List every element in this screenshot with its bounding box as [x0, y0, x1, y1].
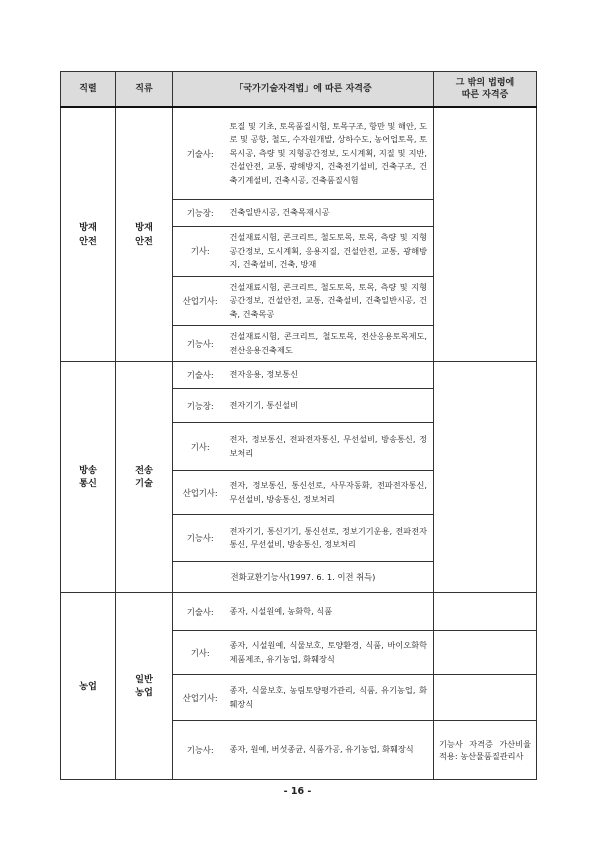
class-cell — [116, 107, 173, 362]
license-list: 전자기기, 통신설비 — [228, 389, 434, 423]
header-other-license — [434, 72, 537, 108]
table-row — [61, 362, 537, 389]
other-license-cell — [434, 675, 537, 721]
header-series: 직렬 — [61, 72, 116, 108]
header-other-line2: 따른 자격증 — [461, 90, 509, 100]
other-license-cell — [434, 107, 537, 362]
grade-cell: 기술사: — [173, 593, 228, 631]
license-list: 종자, 식물보호, 농림토양평가관리, 식품, 유기농업, 화훼장식 — [228, 675, 434, 721]
grade-cell: 기술사: — [173, 362, 228, 389]
grade-cell: 기술사: — [173, 107, 228, 200]
page-number: - 16 - — [283, 786, 312, 797]
license-list: 종자, 원예, 버섯종균, 식품가공, 유기농업, 화훼장식 — [228, 721, 434, 780]
class-label: 방재 — [135, 222, 153, 234]
class-label: 농업 — [135, 687, 153, 699]
series-label: 안전 — [79, 235, 97, 247]
class-label: 전송 — [135, 464, 153, 476]
license-list: 건설재료시험, 콘크리트, 철도토목, 전산응용토목제도, 전산응용건축제도 — [228, 326, 434, 362]
header-other-line1: 그 밖의 법령에 — [455, 77, 515, 88]
grade-cell: 기사: — [173, 631, 228, 675]
table-row — [61, 107, 537, 200]
grade-cell: 산업기사: — [173, 276, 228, 326]
qualification-table — [60, 71, 537, 780]
table-header-row — [61, 72, 537, 108]
series-cell — [61, 107, 116, 362]
table-row — [61, 593, 537, 631]
other-license-cell: 기능사 자격증 가산비율적용: 농산물품질관리사 — [434, 721, 537, 780]
license-list: 전자, 정보통신, 통신선로, 사무자동화, 전파전자통신, 무선설비, 방송통신, 정보처리 — [228, 471, 434, 515]
license-list: 전자응용, 정보통신 — [228, 362, 434, 389]
class-label: 일반 — [135, 673, 153, 685]
class-label: 안전 — [135, 235, 153, 247]
other-license-cell — [434, 593, 537, 631]
class-cell — [116, 362, 173, 593]
grade-cell: 기능사: — [173, 515, 228, 562]
telephone-exchange-note: 전화교환기능사(1997. 6. 1. 이전 취득) — [173, 562, 434, 593]
series-label: 방송 — [79, 464, 97, 476]
other-license-cell — [434, 631, 537, 675]
grade-cell: 기능사: — [173, 721, 228, 780]
series-label: 농업 — [79, 680, 97, 692]
license-list: 건설재료시험, 콘크리트, 철도토목, 토목, 측량 및 지형공간정보, 도시계획, 응용지질, 건설안전, 교통, 광해방지, 건축설비, 건축, 방재 — [228, 227, 434, 277]
grade-cell: 산업기사: — [173, 675, 228, 721]
header-national-license: 「국가기술자격법」에 따른 자격증 — [173, 72, 434, 108]
license-list: 종자, 시설원예, 농화학, 식품 — [228, 593, 434, 631]
license-list: 전자기기, 통신기기, 통신선로, 정보기기운용, 전파전자통신, 무선설비, 방송통신, 정보처리 — [228, 515, 434, 562]
grade-cell: 기사: — [173, 423, 228, 471]
license-list: 건축일반시공, 건축목재시공 — [228, 200, 434, 227]
series-label: 방재 — [79, 222, 97, 234]
class-cell — [116, 593, 173, 780]
series-label: 통신 — [79, 478, 97, 490]
other-license-cell — [434, 362, 537, 593]
grade-cell: 기능장: — [173, 389, 228, 423]
series-cell — [61, 593, 116, 780]
grade-cell: 기능장: — [173, 200, 228, 227]
license-list: 전자, 정보통신, 전파전자통신, 무선설비, 방송통신, 정보처리 — [228, 423, 434, 471]
header-class: 직류 — [116, 72, 173, 108]
class-label: 기술 — [135, 478, 153, 490]
license-list: 토질 및 기초, 토목품질시험, 토목구조, 항만 및 해안, 도로 및 공항, 철도, 수자원개발, 상하수도, 농어업토목, 토목시공, 측량 및 지형공간정보, 도시계획, 지질 및 지반, 건설안전, 교통, 광해방지, 건축전기설비, 건축구조, 건축기계설비, 건축시공, 건축품질시험 — [228, 107, 434, 200]
grade-cell: 산업기사: — [173, 471, 228, 515]
license-list: 종자, 시설원예, 식물보호, 토양환경, 식품, 바이오화학제품제조, 유기농업, 화훼장식 — [228, 631, 434, 675]
grade-cell: 기능사: — [173, 326, 228, 362]
grade-cell: 기사: — [173, 227, 228, 277]
license-list: 건설재료시험, 콘크리트, 철도토목, 토목, 측량 및 지형공간정보, 건설안전, 교통, 건축설비, 건축일반시공, 건축, 건축목공 — [228, 276, 434, 326]
series-cell — [61, 362, 116, 593]
